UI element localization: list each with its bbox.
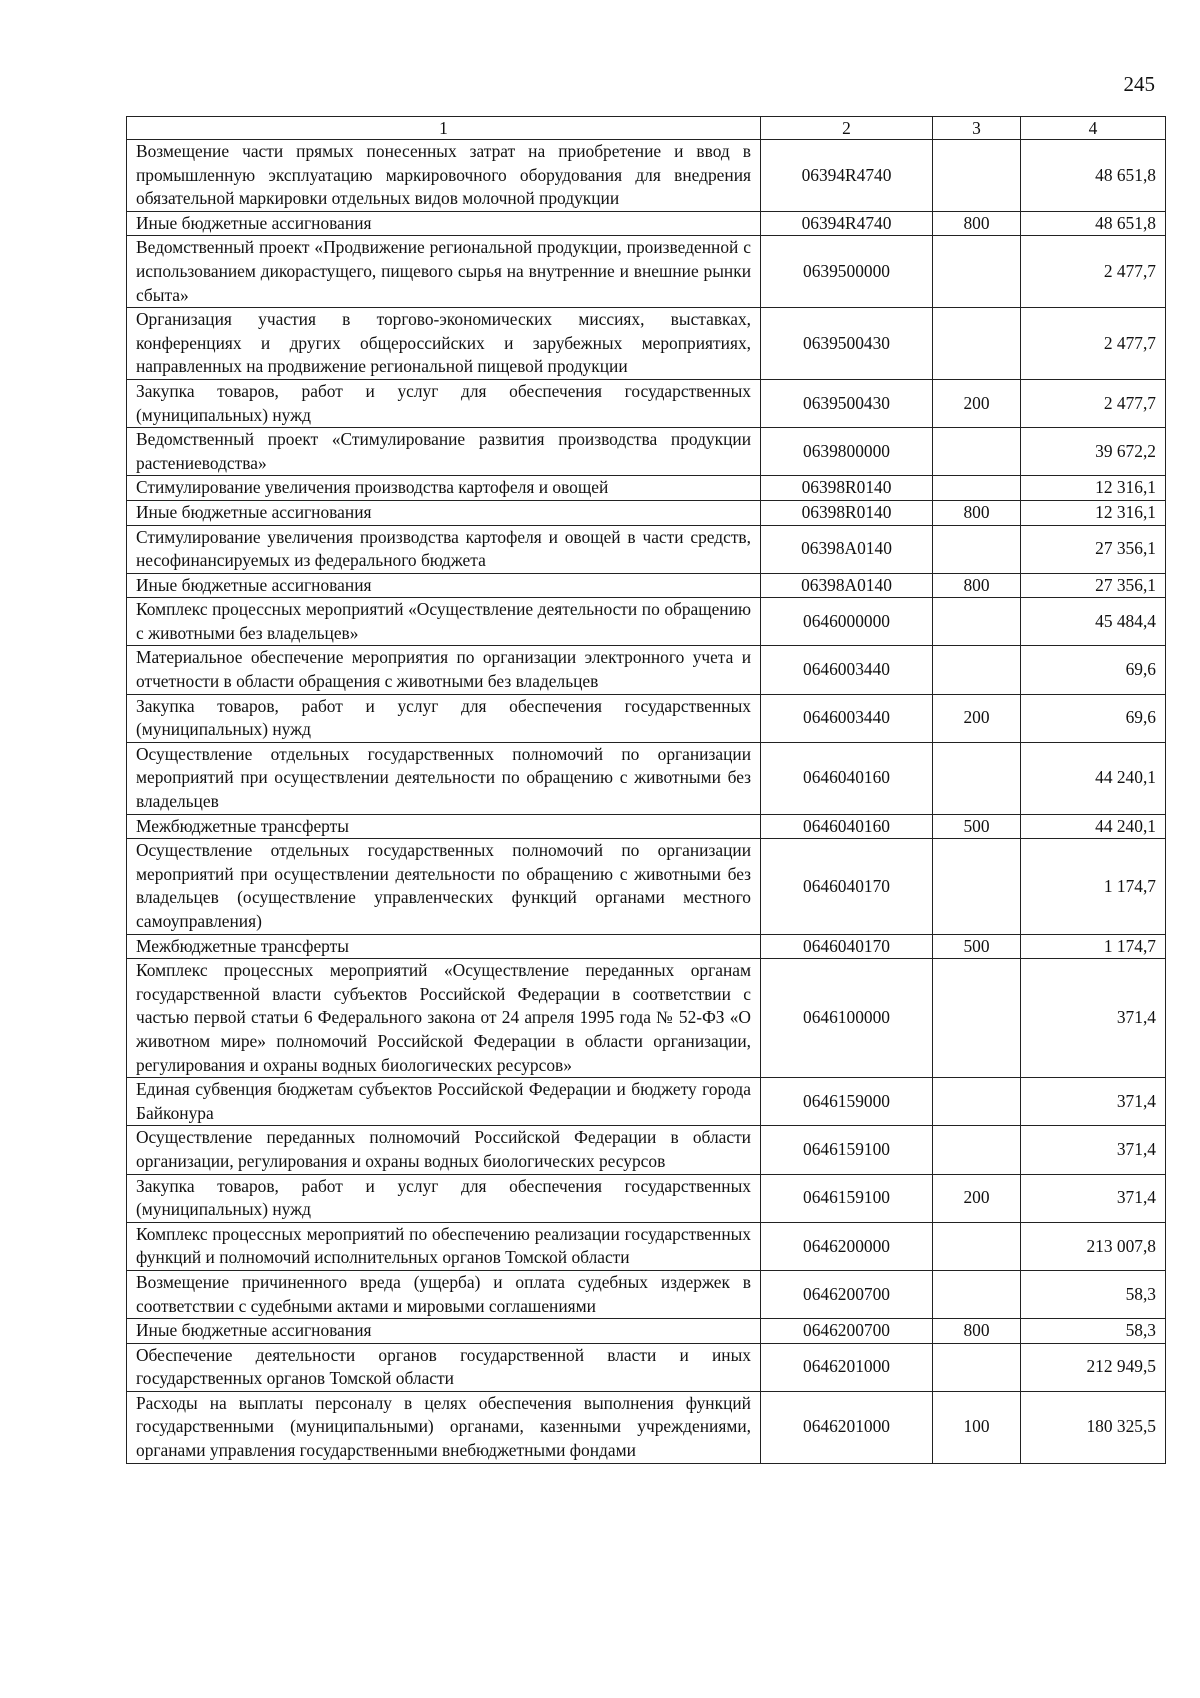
row-name-cell: Материальное обеспечение мероприятия по организации электронного учета и отчетности в области обращения с животными без владельцев [127,646,761,694]
row-code-cell: 0646040160 [761,742,933,814]
table-row [127,236,1166,308]
row-type-cell [933,1270,1021,1318]
table-row [127,525,1166,573]
row-code-cell: 06394R4740 [761,140,933,212]
row-name-cell: Осуществление переданных полномочий Российской Федерации в области организации, регулирования и охраны водных биологических ресурсов [127,1126,761,1174]
row-name-cell: Комплекс процессных мероприятий по обеспечению реализации государственных функций и полномочий исполнительных органов Томской области [127,1222,761,1270]
row-name-cell: Иные бюджетные ассигнования [127,211,761,236]
row-code-cell: 06398A0140 [761,573,933,598]
row-sum-cell: 58,3 [1021,1270,1166,1318]
row-sum-cell: 27 356,1 [1021,525,1166,573]
row-name-cell: Закупка товаров, работ и услуг для обеспечения государственных (муниципальных) нужд [127,379,761,427]
row-code-cell: 0646200000 [761,1222,933,1270]
row-code-cell: 0646040170 [761,934,933,959]
row-type-cell: 800 [933,1319,1021,1344]
table-row [127,814,1166,839]
row-sum-cell: 371,4 [1021,1126,1166,1174]
table-header-row [127,117,1166,140]
row-sum-cell: 39 672,2 [1021,428,1166,476]
row-type-cell: 500 [933,934,1021,959]
row-name-cell: Иные бюджетные ассигнования [127,573,761,598]
table-row [127,476,1166,501]
row-name-cell: Закупка товаров, работ и услуг для обеспечения государственных (муниципальных) нужд [127,1174,761,1222]
row-sum-cell: 2 477,7 [1021,308,1166,380]
row-type-cell [933,140,1021,212]
row-name-cell: Стимулирование увеличения производства картофеля и овощей [127,476,761,501]
row-sum-cell: 48 651,8 [1021,140,1166,212]
row-name-cell: Организация участия в торгово-экономических миссиях, выставках, конференциях и других общероссийских и зарубежных мероприятиях, направленных на продвижение региональной пищевой продукции [127,308,761,380]
table-row [127,140,1166,212]
row-type-cell [933,308,1021,380]
row-type-cell: 200 [933,694,1021,742]
row-sum-cell: 371,4 [1021,1078,1166,1126]
column-header-3: 3 [933,117,1021,140]
table-row [127,1078,1166,1126]
table-row [127,1391,1166,1463]
table-row [127,1319,1166,1344]
page-number: 245 [1123,72,1155,96]
row-type-cell [933,1078,1021,1126]
row-code-cell: 0646040160 [761,814,933,839]
row-name-cell: Возмещение причиненного вреда (ущерба) и оплата судебных издержек в соответствии с судебными актами и мировыми соглашениями [127,1270,761,1318]
row-code-cell: 0646200700 [761,1319,933,1344]
row-code-cell: 0646003440 [761,646,933,694]
row-name-cell: Ведомственный проект «Продвижение региональной продукции, произведенной с использованием дикорастущего, пищевого сырья на внутренние и внешние рынки сбыта» [127,236,761,308]
row-type-cell [933,646,1021,694]
table-row [127,1174,1166,1222]
row-code-cell: 0646200700 [761,1270,933,1318]
row-type-cell [933,959,1021,1078]
row-code-cell: 0646159000 [761,1078,933,1126]
row-type-cell: 800 [933,500,1021,525]
row-sum-cell: 44 240,1 [1021,742,1166,814]
row-name-cell: Иные бюджетные ассигнования [127,500,761,525]
row-type-cell [933,236,1021,308]
table-row [127,211,1166,236]
row-code-cell: 06398A0140 [761,525,933,573]
column-header-4: 4 [1021,117,1166,140]
budget-table [126,116,1166,1464]
table-row [127,742,1166,814]
row-type-cell [933,476,1021,501]
row-name-cell: Стимулирование увеличения производства картофеля и овощей в части средств, несофинансируемых из федерального бюджета [127,525,761,573]
row-sum-cell: 213 007,8 [1021,1222,1166,1270]
row-code-cell: 0646003440 [761,694,933,742]
table-row [127,500,1166,525]
row-type-cell [933,428,1021,476]
row-type-cell: 500 [933,814,1021,839]
row-code-cell: 0646201000 [761,1391,933,1463]
row-name-cell: Иные бюджетные ассигнования [127,1319,761,1344]
row-sum-cell: 27 356,1 [1021,573,1166,598]
row-code-cell: 0646159100 [761,1126,933,1174]
row-sum-cell: 212 949,5 [1021,1343,1166,1391]
row-type-cell: 100 [933,1391,1021,1463]
row-name-cell: Расходы на выплаты персоналу в целях обеспечения выполнения функций государственными (муниципальными) органами, казенными учреждениями, органами управления государственными внебюджетными фондами [127,1391,761,1463]
table-row [127,934,1166,959]
row-sum-cell: 2 477,7 [1021,236,1166,308]
row-sum-cell: 371,4 [1021,959,1166,1078]
row-code-cell: 0646159100 [761,1174,933,1222]
row-sum-cell: 2 477,7 [1021,379,1166,427]
row-code-cell: 0639500430 [761,379,933,427]
row-name-cell: Осуществление отдельных государственных полномочий по организации мероприятий при осуществлении деятельности по обращению с животными без владельцев (осуществление управленческих функций органами местного самоуправления) [127,839,761,934]
row-type-cell: 200 [933,379,1021,427]
row-sum-cell: 12 316,1 [1021,500,1166,525]
table-row [127,428,1166,476]
row-sum-cell: 1 174,7 [1021,839,1166,934]
row-type-cell: 200 [933,1174,1021,1222]
row-code-cell: 0646100000 [761,959,933,1078]
row-name-cell: Межбюджетные трансферты [127,814,761,839]
row-sum-cell: 1 174,7 [1021,934,1166,959]
column-header-1: 1 [127,117,761,140]
row-sum-cell: 58,3 [1021,1319,1166,1344]
table-row [127,308,1166,380]
row-code-cell: 0646040170 [761,839,933,934]
row-code-cell: 0646201000 [761,1343,933,1391]
row-name-cell: Возмещение части прямых понесенных затрат на приобретение и ввод в промышленную эксплуатацию маркировочного оборудования для внедрения обязательной маркировки отдельных видов молочной продукции [127,140,761,212]
row-type-cell: 800 [933,211,1021,236]
row-name-cell: Осуществление отдельных государственных полномочий по организации мероприятий при осуществлении деятельности по обращению с животными без владельцев [127,742,761,814]
table-row [127,1222,1166,1270]
row-type-cell [933,1126,1021,1174]
table-body [127,140,1166,1464]
row-type-cell: 800 [933,573,1021,598]
row-type-cell [933,839,1021,934]
row-type-cell [933,742,1021,814]
table-row [127,1270,1166,1318]
row-sum-cell: 69,6 [1021,646,1166,694]
row-type-cell [933,1222,1021,1270]
row-name-cell: Обеспечение деятельности органов государственной власти и иных государственных органов Томской области [127,1343,761,1391]
row-name-cell: Единая субвенция бюджетам субъектов Российской Федерации и бюджету города Байконура [127,1078,761,1126]
row-name-cell: Межбюджетные трансферты [127,934,761,959]
table-row [127,1343,1166,1391]
row-code-cell: 0646000000 [761,598,933,646]
row-code-cell: 06394R4740 [761,211,933,236]
row-type-cell [933,1343,1021,1391]
table-row [127,379,1166,427]
row-sum-cell: 45 484,4 [1021,598,1166,646]
column-header-2: 2 [761,117,933,140]
table-row [127,598,1166,646]
table-row [127,694,1166,742]
row-name-cell: Закупка товаров, работ и услуг для обеспечения государственных (муниципальных) нужд [127,694,761,742]
row-code-cell: 0639500000 [761,236,933,308]
row-sum-cell: 44 240,1 [1021,814,1166,839]
row-code-cell: 06398R0140 [761,476,933,501]
table-row [127,839,1166,934]
row-sum-cell: 69,6 [1021,694,1166,742]
row-name-cell: Комплекс процессных мероприятий «Осуществление деятельности по обращению с животными без владельцев» [127,598,761,646]
row-sum-cell: 48 651,8 [1021,211,1166,236]
row-sum-cell: 12 316,1 [1021,476,1166,501]
row-code-cell: 0639800000 [761,428,933,476]
table-row [127,573,1166,598]
row-code-cell: 06398R0140 [761,500,933,525]
row-code-cell: 0639500430 [761,308,933,380]
row-sum-cell: 180 325,5 [1021,1391,1166,1463]
row-name-cell: Комплекс процессных мероприятий «Осуществление переданных органам государственной власти субъектов Российской Федерации в соответствии с частью первой статьи 6 Федерального закона от 24 апреля 1995 года № 52-ФЗ «О животном мире» полномочий Российской Федерации в области организации, регулирования и охраны водных биологических ресурсов» [127,959,761,1078]
row-type-cell [933,598,1021,646]
row-type-cell [933,525,1021,573]
table-row [127,646,1166,694]
row-sum-cell: 371,4 [1021,1174,1166,1222]
table-row [127,959,1166,1078]
row-name-cell: Ведомственный проект «Стимулирование развития производства продукции растениеводства» [127,428,761,476]
table-row [127,1126,1166,1174]
